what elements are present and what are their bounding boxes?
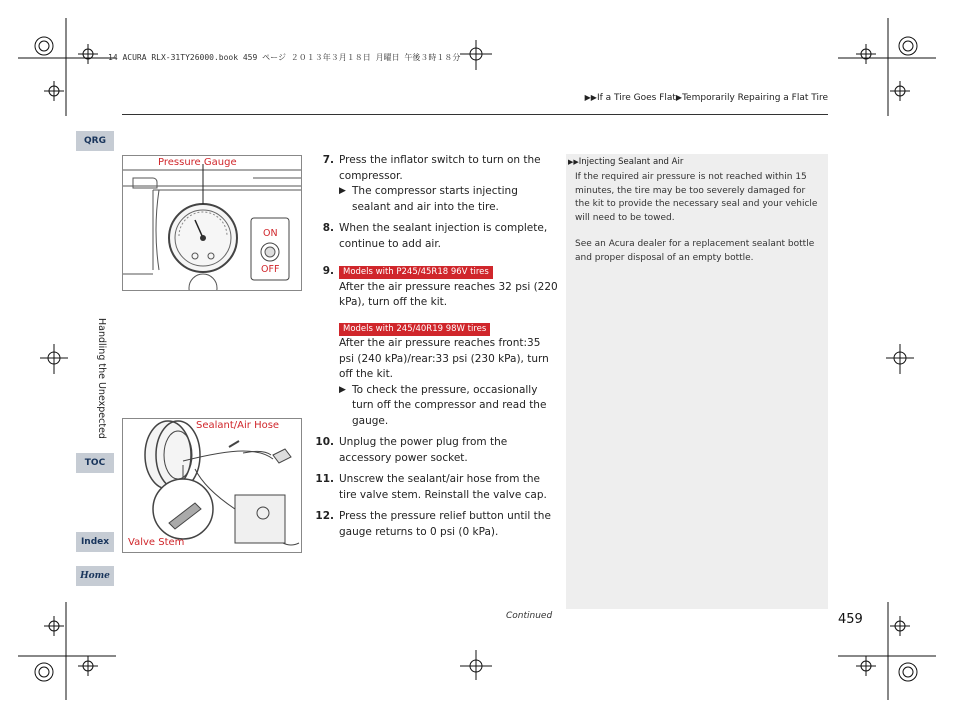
step-7 <box>312 153 558 215</box>
step-number: 12. <box>315 510 334 522</box>
hose-illustration <box>123 419 301 552</box>
step-number: 10. <box>315 436 334 448</box>
page-number: 459 <box>838 612 863 627</box>
step-9 <box>312 264 558 429</box>
step-number: 7. <box>322 154 334 166</box>
instruction-steps <box>312 153 558 546</box>
off-label: OFF <box>261 264 280 275</box>
step-text: When the sealant injection is complete, continue to add air. <box>339 222 548 250</box>
step-8 <box>312 221 558 252</box>
print-info-line: 14 ACURA RLX-31TY26000.book 459 ページ ２０１３年３月１８日 月曜日 午後３時１８分 <box>108 53 461 62</box>
sidebar-paragraph: If the required air pressure is not reached within 15 minutes, the tire may be too severely damaged for the kit to provide the necessary seal and your vehicle will need to be towed. <box>575 172 818 223</box>
step-number: 11. <box>315 473 334 485</box>
section-title: Handling the Unexpected <box>96 318 107 439</box>
breadcrumb-item[interactable]: If a Tire Goes Flat <box>596 93 676 103</box>
qrg-button[interactable]: QRG <box>76 131 114 151</box>
pressure-gauge-figure <box>122 155 302 291</box>
step-subtext: The compressor starts injecting sealant and air into the tire. <box>352 185 518 213</box>
step-text: Press the inflator switch to turn on the compressor. <box>339 154 541 182</box>
step-number: 8. <box>322 222 334 234</box>
breadcrumb-item[interactable]: Temporarily Repairing a Flat Tire <box>682 93 828 103</box>
home-button[interactable]: Home <box>76 566 114 586</box>
triangle-icon: ▶ <box>339 384 346 395</box>
sidebar-note <box>566 154 828 609</box>
pressure-gauge-label: Pressure Gauge <box>158 157 237 168</box>
continued-label: Continued <box>506 611 553 621</box>
step-text: Press the pressure relief button until the gauge returns to 0 psi (0 kPa). <box>339 510 551 538</box>
step-11 <box>312 472 558 503</box>
sealant-hose-figure <box>122 418 302 553</box>
double-arrow-icon: ▶▶ <box>568 158 579 166</box>
step-text: After the air pressure reaches front:35 psi (240 kPa)/rear:33 psi (230 kPa), turn off the kit. <box>339 337 549 380</box>
sidebar-paragraph: See an Acura dealer for a replacement sealant bottle and proper disposal of an empty bottle. <box>575 239 815 263</box>
step-10 <box>312 435 558 466</box>
header-divider <box>122 114 828 115</box>
step-text: Unscrew the sealant/air hose from the tire valve stem. Reinstall the valve cap. <box>339 473 547 501</box>
breadcrumb <box>585 93 828 103</box>
sidebar-title: Injecting Sealant and Air <box>578 157 684 167</box>
arrow-icon: ▶ <box>675 93 683 102</box>
step-text: After the air pressure reaches 32 psi (220 kPa), turn off the kit. <box>339 280 558 308</box>
model-tag: Models with 245/40R19 98W tires <box>339 323 490 336</box>
step-12 <box>312 509 558 540</box>
on-label: ON <box>263 228 278 239</box>
valve-stem-label: Valve Stem <box>128 537 185 548</box>
sealant-hose-label: Sealant/Air Hose <box>196 420 280 431</box>
triangle-icon: ▶ <box>339 186 346 196</box>
model-tag: Models with P245/45R18 96V tires <box>339 266 493 279</box>
step-subtext: To check the pressure, occasionally turn off the compressor and read the gauge. <box>352 383 547 427</box>
toc-button[interactable]: TOC <box>76 453 114 473</box>
step-number: 9. <box>322 265 334 277</box>
double-arrow-icon: ▶▶ <box>584 93 597 102</box>
index-button[interactable]: Index <box>76 532 114 552</box>
step-text: Unplug the power plug from the accessory power socket. <box>339 436 508 464</box>
